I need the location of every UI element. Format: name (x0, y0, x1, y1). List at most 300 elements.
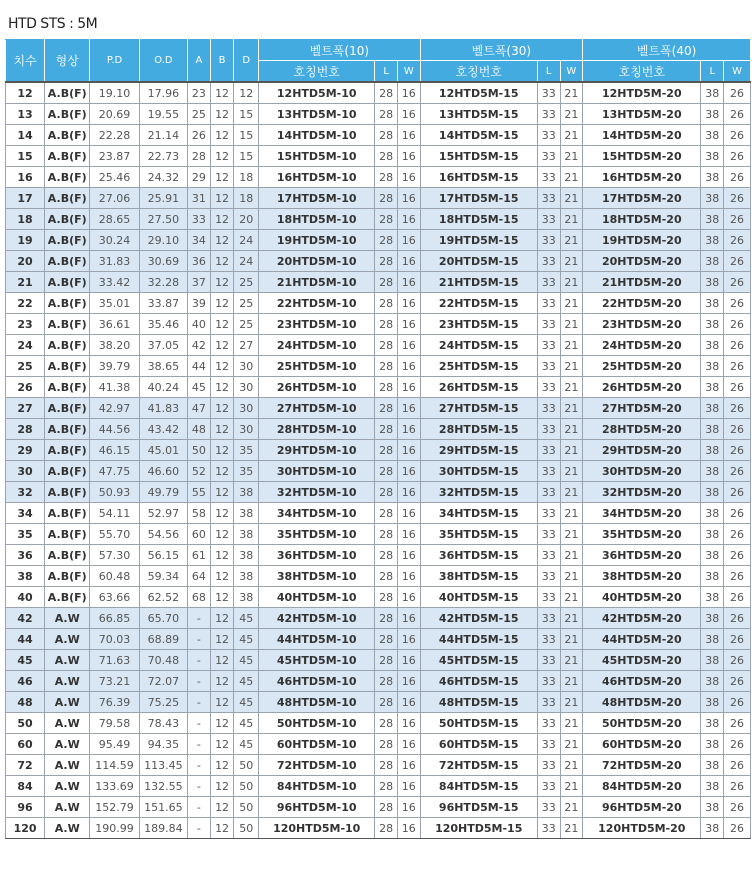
table-row (6, 398, 751, 419)
cell-nominal-10: 19HTD5M-10 (259, 230, 375, 251)
cell-d: 45 (234, 650, 259, 671)
cell-l-40: 38 (701, 734, 724, 755)
cell-a: 39 (188, 293, 211, 314)
cell-size: 29 (6, 440, 45, 461)
cell-d: 38 (234, 545, 259, 566)
cell-od: 70.48 (139, 650, 187, 671)
cell-pd: 19.10 (90, 82, 139, 104)
cell-a: 33 (188, 209, 211, 230)
cell-l-40: 38 (701, 167, 724, 188)
cell-w-30: 21 (560, 272, 583, 293)
table-row (6, 209, 751, 230)
cell-nominal-40: 48HTD5M-20 (583, 692, 701, 713)
cell-d: 15 (234, 104, 259, 125)
cell-w-30: 21 (560, 524, 583, 545)
cell-nominal-10: 23HTD5M-10 (259, 314, 375, 335)
cell-nominal-10: 24HTD5M-10 (259, 335, 375, 356)
cell-l-40: 38 (701, 503, 724, 524)
cell-nominal-10: 32HTD5M-10 (259, 482, 375, 503)
cell-size: 60 (6, 734, 45, 755)
cell-l-40: 38 (701, 230, 724, 251)
cell-d: 30 (234, 377, 259, 398)
cell-size: 21 (6, 272, 45, 293)
cell-shape: A.B(F) (45, 419, 90, 440)
cell-nominal-30: 120HTD5M-15 (420, 818, 537, 839)
cell-w-30: 21 (560, 146, 583, 167)
table-row (6, 440, 751, 461)
table-row (6, 629, 751, 650)
cell-pd: 57.30 (90, 545, 139, 566)
cell-l-30: 33 (537, 713, 560, 734)
cell-od: 75.25 (139, 692, 187, 713)
cell-w-10: 16 (397, 230, 420, 251)
cell-w-40: 26 (724, 671, 751, 692)
cell-d: 45 (234, 734, 259, 755)
cell-d: 45 (234, 692, 259, 713)
cell-nominal-10: 14HTD5M-10 (259, 125, 375, 146)
cell-nominal-40: 22HTD5M-20 (583, 293, 701, 314)
cell-d: 45 (234, 629, 259, 650)
cell-nominal-40: 19HTD5M-20 (583, 230, 701, 251)
cell-w-40: 26 (724, 608, 751, 629)
table-row (6, 545, 751, 566)
cell-l-10: 28 (375, 461, 398, 482)
cell-l-30: 33 (537, 608, 560, 629)
cell-w-30: 21 (560, 419, 583, 440)
cell-b: 12 (210, 545, 234, 566)
cell-l-10: 28 (375, 818, 398, 839)
cell-l-30: 33 (537, 545, 560, 566)
cell-l-10: 28 (375, 608, 398, 629)
cell-size: 84 (6, 776, 45, 797)
table-row (6, 188, 751, 209)
cell-nominal-40: 44HTD5M-20 (583, 629, 701, 650)
cell-od: 68.89 (139, 629, 187, 650)
cell-nominal-30: 27HTD5M-15 (420, 398, 537, 419)
cell-w-40: 26 (724, 272, 751, 293)
table-row (6, 377, 751, 398)
cell-nominal-10: 44HTD5M-10 (259, 629, 375, 650)
col-l-40: L (701, 61, 724, 83)
col-a: A (188, 40, 211, 83)
cell-b: 12 (210, 272, 234, 293)
cell-b: 12 (210, 188, 234, 209)
cell-nominal-40: 27HTD5M-20 (583, 398, 701, 419)
cell-od: 38.65 (139, 356, 187, 377)
cell-d: 18 (234, 167, 259, 188)
cell-w-10: 16 (397, 524, 420, 545)
cell-l-10: 28 (375, 293, 398, 314)
cell-b: 12 (210, 566, 234, 587)
cell-w-40: 26 (724, 82, 751, 104)
cell-w-40: 26 (724, 440, 751, 461)
cell-w-30: 21 (560, 650, 583, 671)
cell-l-30: 33 (537, 335, 560, 356)
cell-nominal-30: 32HTD5M-15 (420, 482, 537, 503)
cell-d: 38 (234, 587, 259, 608)
cell-w-30: 21 (560, 734, 583, 755)
cell-a: 61 (188, 545, 211, 566)
cell-l-40: 38 (701, 545, 724, 566)
cell-w-10: 16 (397, 671, 420, 692)
cell-pd: 50.93 (90, 482, 139, 503)
cell-b: 12 (210, 818, 234, 839)
cell-size: 38 (6, 566, 45, 587)
cell-nominal-10: 48HTD5M-10 (259, 692, 375, 713)
cell-w-30: 21 (560, 713, 583, 734)
cell-a: 23 (188, 82, 211, 104)
cell-w-40: 26 (724, 356, 751, 377)
cell-size: 13 (6, 104, 45, 125)
cell-nominal-40: 26HTD5M-20 (583, 377, 701, 398)
cell-l-40: 38 (701, 692, 724, 713)
cell-od: 78.43 (139, 713, 187, 734)
cell-w-30: 21 (560, 629, 583, 650)
cell-shape: A.B(F) (45, 167, 90, 188)
cell-nominal-40: 36HTD5M-20 (583, 545, 701, 566)
table-row (6, 755, 751, 776)
cell-b: 12 (210, 419, 234, 440)
cell-od: 46.60 (139, 461, 187, 482)
cell-od: 52.97 (139, 503, 187, 524)
cell-nominal-40: 120HTD5M-20 (583, 818, 701, 839)
cell-d: 38 (234, 482, 259, 503)
cell-shape: A.W (45, 629, 90, 650)
table-row (6, 734, 751, 755)
cell-l-10: 28 (375, 524, 398, 545)
cell-nominal-10: 12HTD5M-10 (259, 82, 375, 104)
cell-pd: 41.38 (90, 377, 139, 398)
cell-pd: 70.03 (90, 629, 139, 650)
cell-pd: 31.83 (90, 251, 139, 272)
cell-a: 48 (188, 419, 211, 440)
cell-nominal-30: 22HTD5M-15 (420, 293, 537, 314)
cell-b: 12 (210, 125, 234, 146)
cell-l-30: 33 (537, 818, 560, 839)
cell-nominal-40: 24HTD5M-20 (583, 335, 701, 356)
cell-l-30: 33 (537, 356, 560, 377)
cell-w-10: 16 (397, 209, 420, 230)
col-l-30: L (537, 61, 560, 83)
cell-b: 12 (210, 692, 234, 713)
cell-w-30: 21 (560, 692, 583, 713)
cell-l-10: 28 (375, 167, 398, 188)
cell-shape: A.W (45, 818, 90, 839)
cell-l-40: 38 (701, 104, 724, 125)
cell-w-40: 26 (724, 776, 751, 797)
cell-nominal-40: 34HTD5M-20 (583, 503, 701, 524)
cell-a: 25 (188, 104, 211, 125)
cell-nominal-40: 96HTD5M-20 (583, 797, 701, 818)
cell-nominal-10: 25HTD5M-10 (259, 356, 375, 377)
cell-w-40: 26 (724, 713, 751, 734)
cell-l-40: 38 (701, 566, 724, 587)
cell-shape: A.B(F) (45, 398, 90, 419)
cell-b: 12 (210, 503, 234, 524)
cell-l-10: 28 (375, 125, 398, 146)
cell-size: 44 (6, 629, 45, 650)
cell-w-30: 21 (560, 755, 583, 776)
cell-l-10: 28 (375, 797, 398, 818)
cell-d: 24 (234, 230, 259, 251)
cell-b: 12 (210, 230, 234, 251)
cell-a: - (188, 608, 211, 629)
table-row (6, 314, 751, 335)
cell-b: 12 (210, 146, 234, 167)
cell-nominal-30: 30HTD5M-15 (420, 461, 537, 482)
cell-nominal-10: 20HTD5M-10 (259, 251, 375, 272)
cell-a: - (188, 818, 211, 839)
cell-size: 45 (6, 650, 45, 671)
cell-pd: 190.99 (90, 818, 139, 839)
cell-size: 28 (6, 419, 45, 440)
cell-l-10: 28 (375, 314, 398, 335)
cell-w-30: 21 (560, 104, 583, 125)
cell-shape: A.B(F) (45, 125, 90, 146)
cell-d: 30 (234, 419, 259, 440)
cell-b: 12 (210, 797, 234, 818)
cell-w-10: 16 (397, 188, 420, 209)
cell-w-40: 26 (724, 167, 751, 188)
cell-nominal-10: 29HTD5M-10 (259, 440, 375, 461)
cell-l-10: 28 (375, 251, 398, 272)
cell-nominal-40: 29HTD5M-20 (583, 440, 701, 461)
cell-nominal-30: 44HTD5M-15 (420, 629, 537, 650)
cell-w-40: 26 (724, 293, 751, 314)
cell-l-40: 38 (701, 251, 724, 272)
cell-w-30: 21 (560, 566, 583, 587)
cell-a: - (188, 650, 211, 671)
cell-a: 42 (188, 335, 211, 356)
cell-nominal-10: 30HTD5M-10 (259, 461, 375, 482)
cell-l-10: 28 (375, 356, 398, 377)
cell-nominal-40: 16HTD5M-20 (583, 167, 701, 188)
cell-size: 72 (6, 755, 45, 776)
cell-nominal-30: 14HTD5M-15 (420, 125, 537, 146)
cell-l-30: 33 (537, 230, 560, 251)
cell-w-10: 16 (397, 587, 420, 608)
cell-l-40: 38 (701, 272, 724, 293)
cell-od: 27.50 (139, 209, 187, 230)
cell-w-10: 16 (397, 104, 420, 125)
cell-a: 29 (188, 167, 211, 188)
table-row (6, 167, 751, 188)
cell-w-10: 16 (397, 335, 420, 356)
col-w-10: W (397, 61, 420, 83)
cell-l-30: 33 (537, 461, 560, 482)
cell-nominal-10: 84HTD5M-10 (259, 776, 375, 797)
cell-od: 65.70 (139, 608, 187, 629)
cell-shape: A.W (45, 608, 90, 629)
cell-w-10: 16 (397, 797, 420, 818)
cell-d: 25 (234, 314, 259, 335)
cell-nominal-30: 42HTD5M-15 (420, 608, 537, 629)
cell-w-40: 26 (724, 188, 751, 209)
col-w-30: W (560, 61, 583, 83)
cell-w-40: 26 (724, 797, 751, 818)
col-d: D (234, 40, 259, 83)
cell-l-30: 33 (537, 692, 560, 713)
cell-d: 38 (234, 566, 259, 587)
cell-a: 40 (188, 314, 211, 335)
cell-l-30: 33 (537, 209, 560, 230)
cell-shape: A.B(F) (45, 377, 90, 398)
cell-od: 62.52 (139, 587, 187, 608)
cell-shape: A.B(F) (45, 503, 90, 524)
cell-b: 12 (210, 398, 234, 419)
cell-l-40: 38 (701, 398, 724, 419)
cell-nominal-30: 16HTD5M-15 (420, 167, 537, 188)
cell-w-30: 21 (560, 314, 583, 335)
col-od: O.D (139, 40, 187, 83)
cell-nominal-10: 34HTD5M-10 (259, 503, 375, 524)
cell-l-10: 28 (375, 671, 398, 692)
cell-w-30: 21 (560, 377, 583, 398)
cell-d: 38 (234, 524, 259, 545)
cell-w-10: 16 (397, 713, 420, 734)
cell-od: 35.46 (139, 314, 187, 335)
cell-w-10: 16 (397, 818, 420, 839)
cell-a: - (188, 734, 211, 755)
cell-pd: 23.87 (90, 146, 139, 167)
cell-pd: 38.20 (90, 335, 139, 356)
cell-od: 132.55 (139, 776, 187, 797)
cell-l-30: 33 (537, 146, 560, 167)
cell-l-10: 28 (375, 629, 398, 650)
cell-l-40: 38 (701, 146, 724, 167)
cell-nominal-40: 35HTD5M-20 (583, 524, 701, 545)
cell-shape: A.B(F) (45, 440, 90, 461)
cell-d: 35 (234, 461, 259, 482)
cell-od: 29.10 (139, 230, 187, 251)
cell-l-40: 38 (701, 419, 724, 440)
cell-nominal-40: 60HTD5M-20 (583, 734, 701, 755)
cell-l-10: 28 (375, 734, 398, 755)
cell-w-10: 16 (397, 503, 420, 524)
spec-table (5, 39, 751, 839)
cell-nominal-30: 20HTD5M-15 (420, 251, 537, 272)
cell-nominal-30: 18HTD5M-15 (420, 209, 537, 230)
cell-a: 36 (188, 251, 211, 272)
col-w-40: W (724, 61, 751, 83)
cell-b: 12 (210, 314, 234, 335)
table-row (6, 608, 751, 629)
cell-w-10: 16 (397, 125, 420, 146)
cell-l-40: 38 (701, 818, 724, 839)
cell-size: 19 (6, 230, 45, 251)
cell-nominal-30: 96HTD5M-15 (420, 797, 537, 818)
cell-l-10: 28 (375, 335, 398, 356)
cell-nominal-10: 26HTD5M-10 (259, 377, 375, 398)
cell-shape: A.B(F) (45, 104, 90, 125)
cell-pd: 42.97 (90, 398, 139, 419)
cell-l-40: 38 (701, 293, 724, 314)
cell-od: 30.69 (139, 251, 187, 272)
cell-od: 43.42 (139, 419, 187, 440)
cell-b: 12 (210, 608, 234, 629)
cell-nominal-10: 42HTD5M-10 (259, 608, 375, 629)
cell-w-10: 16 (397, 272, 420, 293)
cell-d: 50 (234, 776, 259, 797)
cell-l-30: 33 (537, 503, 560, 524)
cell-l-40: 38 (701, 461, 724, 482)
cell-l-30: 33 (537, 314, 560, 335)
cell-d: 25 (234, 293, 259, 314)
cell-nominal-40: 13HTD5M-20 (583, 104, 701, 125)
cell-od: 113.45 (139, 755, 187, 776)
cell-d: 45 (234, 713, 259, 734)
cell-nominal-10: 60HTD5M-10 (259, 734, 375, 755)
cell-l-30: 33 (537, 629, 560, 650)
cell-w-40: 26 (724, 125, 751, 146)
cell-od: 33.87 (139, 293, 187, 314)
table-row (6, 104, 751, 125)
cell-nominal-40: 28HTD5M-20 (583, 419, 701, 440)
cell-size: 42 (6, 608, 45, 629)
cell-shape: A.B(F) (45, 482, 90, 503)
cell-size: 34 (6, 503, 45, 524)
cell-b: 12 (210, 440, 234, 461)
cell-w-10: 16 (397, 734, 420, 755)
cell-size: 36 (6, 545, 45, 566)
cell-a: - (188, 671, 211, 692)
cell-l-10: 28 (375, 713, 398, 734)
cell-shape: A.B(F) (45, 524, 90, 545)
cell-b: 12 (210, 293, 234, 314)
cell-a: - (188, 713, 211, 734)
cell-w-40: 26 (724, 755, 751, 776)
cell-w-30: 21 (560, 188, 583, 209)
cell-pd: 95.49 (90, 734, 139, 755)
table-row (6, 713, 751, 734)
cell-l-30: 33 (537, 104, 560, 125)
cell-size: 22 (6, 293, 45, 314)
cell-nominal-10: 45HTD5M-10 (259, 650, 375, 671)
cell-nominal-10: 96HTD5M-10 (259, 797, 375, 818)
cell-w-30: 21 (560, 167, 583, 188)
cell-pd: 25.46 (90, 167, 139, 188)
cell-d: 12 (234, 82, 259, 104)
cell-size: 50 (6, 713, 45, 734)
col-b: B (210, 40, 234, 83)
cell-nominal-40: 12HTD5M-20 (583, 82, 701, 104)
cell-a: 44 (188, 356, 211, 377)
cell-shape: A.W (45, 692, 90, 713)
cell-l-30: 33 (537, 776, 560, 797)
cell-size: 18 (6, 209, 45, 230)
cell-d: 45 (234, 608, 259, 629)
cell-l-10: 28 (375, 755, 398, 776)
cell-w-30: 21 (560, 818, 583, 839)
cell-pd: 71.63 (90, 650, 139, 671)
cell-w-40: 26 (724, 377, 751, 398)
cell-l-10: 28 (375, 209, 398, 230)
cell-nominal-30: 48HTD5M-15 (420, 692, 537, 713)
cell-l-40: 38 (701, 755, 724, 776)
cell-a: 26 (188, 125, 211, 146)
cell-l-30: 33 (537, 566, 560, 587)
table-row (6, 419, 751, 440)
cell-l-40: 38 (701, 587, 724, 608)
cell-nominal-10: 15HTD5M-10 (259, 146, 375, 167)
cell-l-10: 28 (375, 82, 398, 104)
cell-l-10: 28 (375, 692, 398, 713)
cell-pd: 76.39 (90, 692, 139, 713)
cell-w-10: 16 (397, 608, 420, 629)
cell-nominal-40: 15HTD5M-20 (583, 146, 701, 167)
table-row (6, 650, 751, 671)
cell-nominal-10: 18HTD5M-10 (259, 209, 375, 230)
